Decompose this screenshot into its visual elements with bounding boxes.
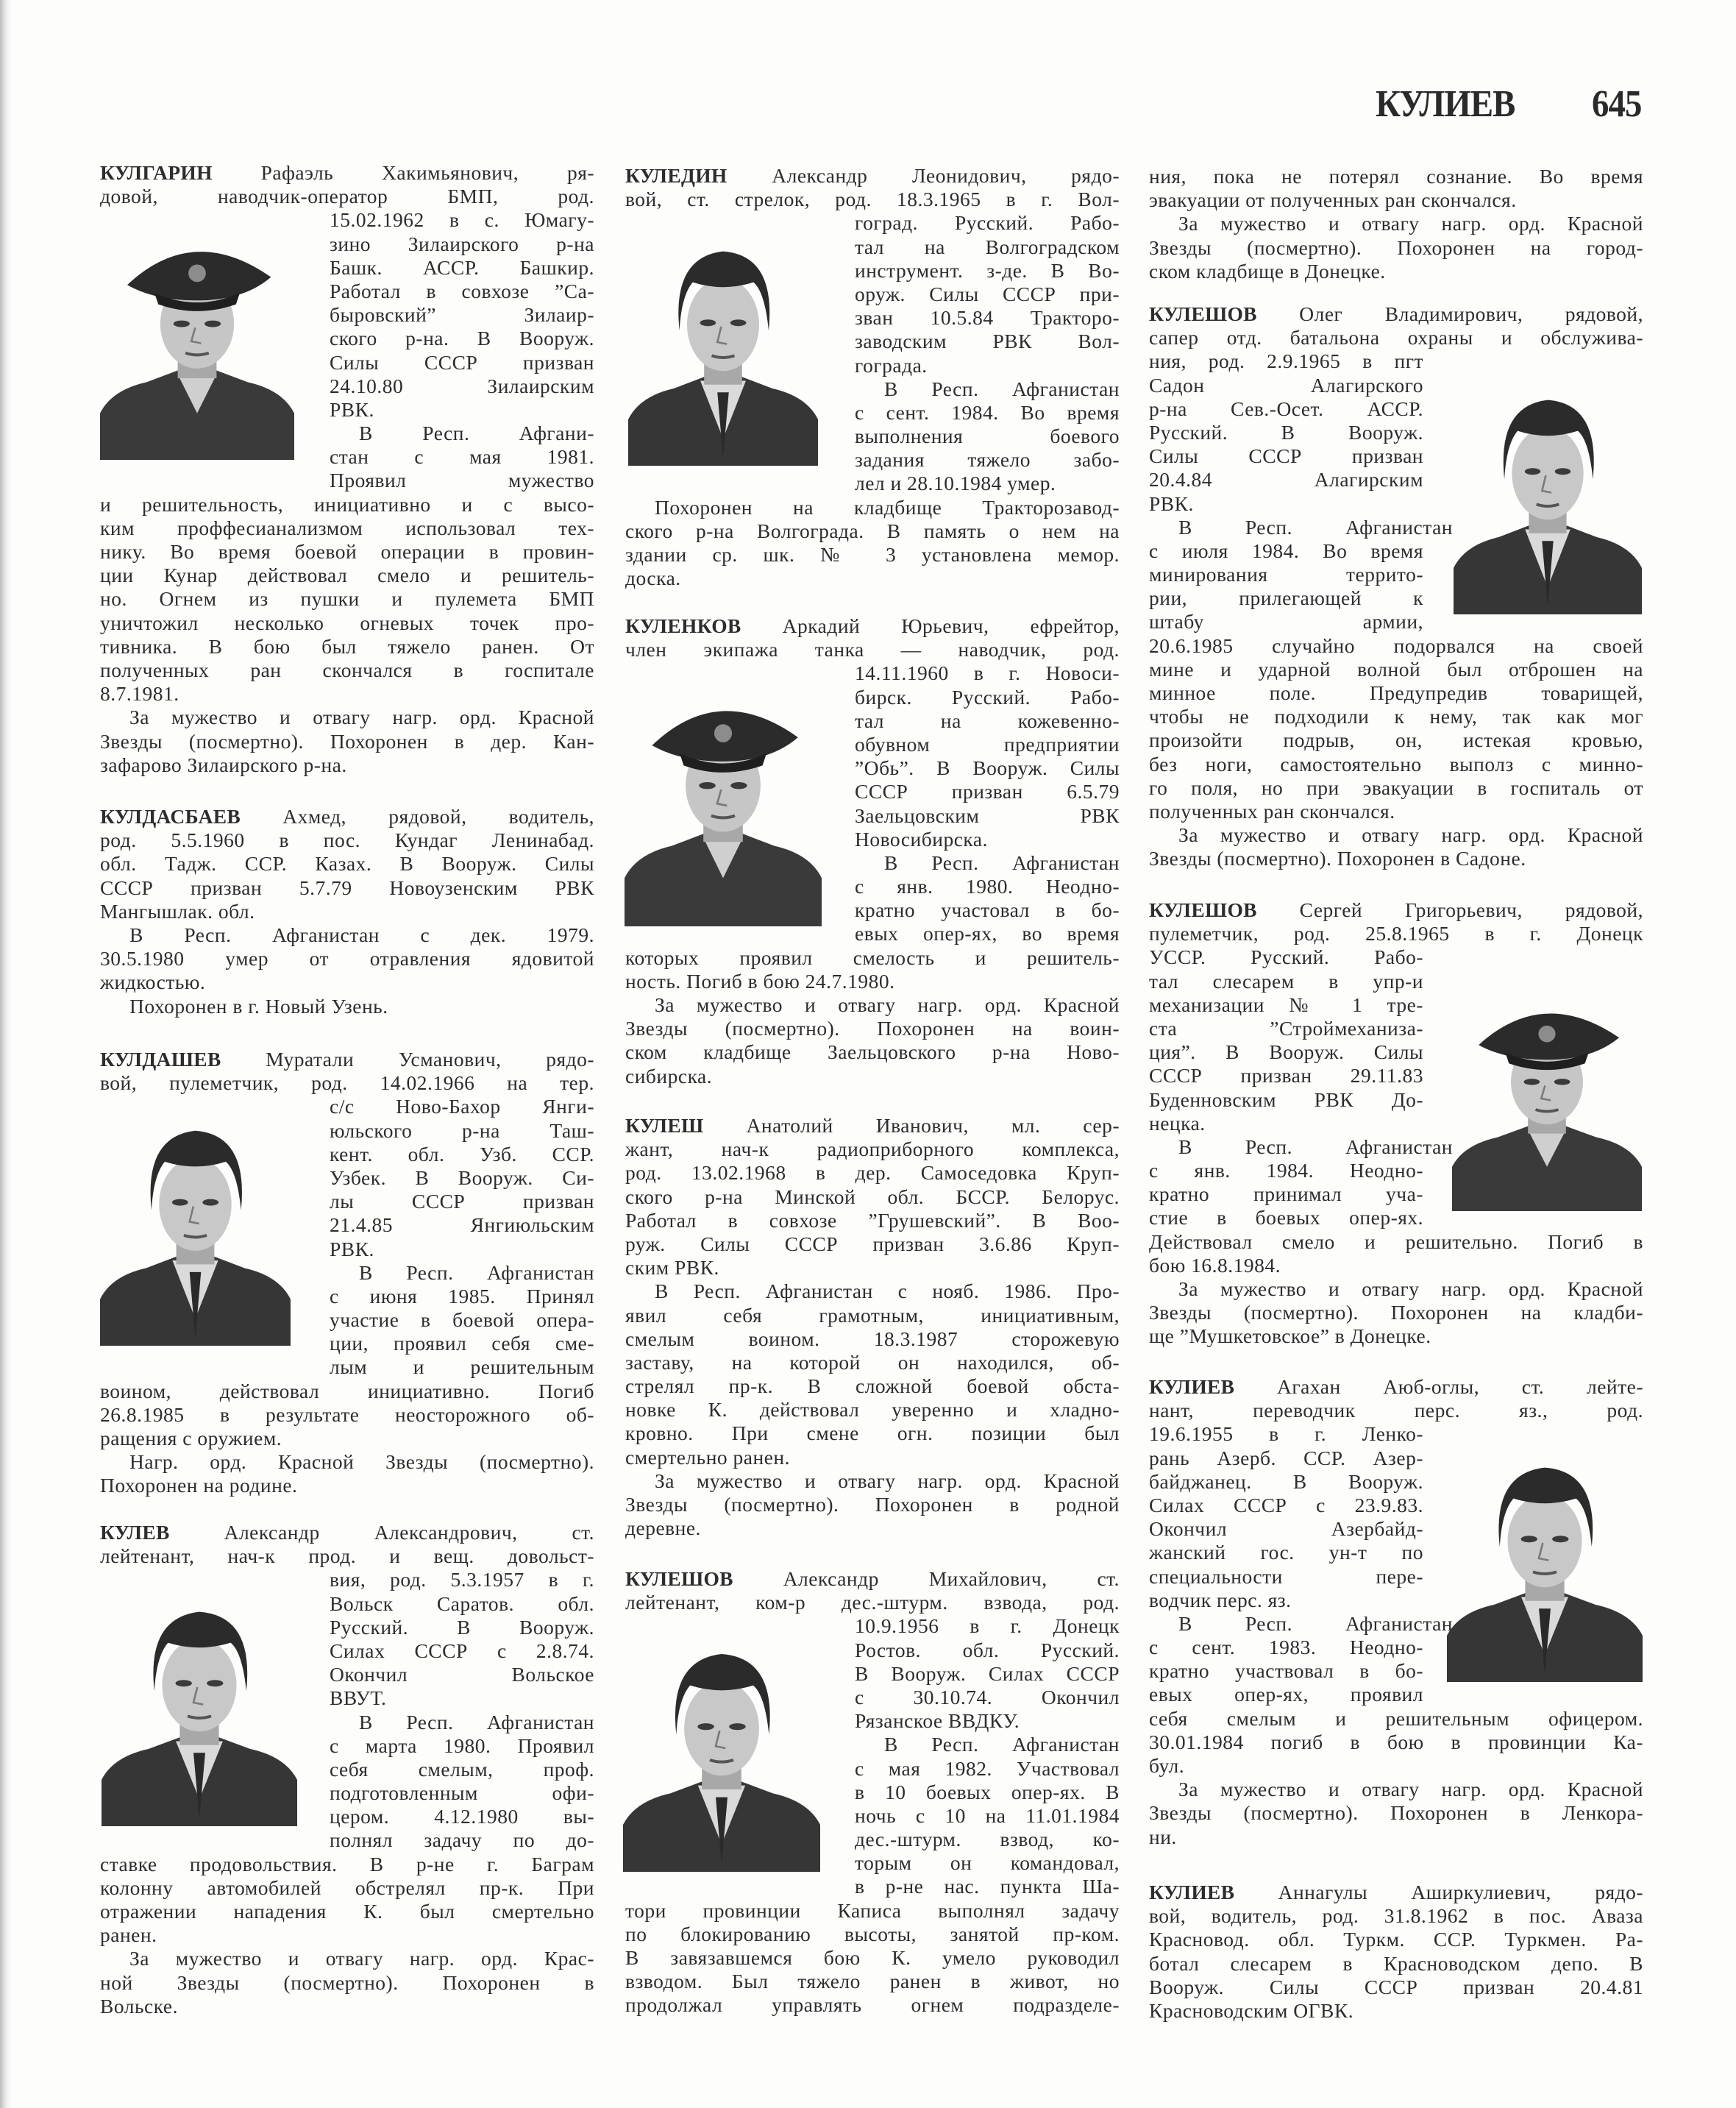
text-line: 19.6.1955 в г. Ленко- bbox=[1149, 1422, 1423, 1446]
portrait-photo bbox=[1454, 383, 1642, 614]
text-line: В Респ. Афганистан bbox=[1178, 1135, 1453, 1158]
text-line: эвакуации от полученных ран скончался. bbox=[1149, 188, 1517, 212]
text-line: без ноги, самостоятельно выполз с минно- bbox=[1149, 752, 1643, 776]
text-line: тал на кожевенно- bbox=[855, 709, 1120, 732]
text-line: себя смелым и решительным офицером. bbox=[1149, 1706, 1643, 1730]
text-line: Вольске. bbox=[100, 1994, 178, 2017]
text-line: Похоронен на кладбище Тракторозавод- bbox=[655, 495, 1120, 519]
text-line: ния, род. 2.9.1965 в пгт bbox=[1149, 349, 1423, 373]
text-line: Буденновским РВК До- bbox=[1149, 1087, 1423, 1111]
text-line: в р-не нас. пункта Ша- bbox=[855, 1875, 1120, 1898]
text-line bbox=[625, 614, 1120, 638]
text-line: Проявил мужество bbox=[330, 469, 594, 492]
text-line: род. 5.5.1960 в пос. Кундаг Ленинабад. bbox=[100, 828, 594, 852]
text-line: быровский” Зилаир- bbox=[330, 303, 594, 327]
entry-first-line-text: Агахан Аюб-оглы, ст. лейте- bbox=[1277, 1375, 1644, 1398]
entry-first-line-text: Анатолий Иванович, мл. сер- bbox=[746, 1114, 1120, 1137]
text-line: ция”. В Вооруж. Силы bbox=[1149, 1040, 1423, 1064]
text-line: За мужество и отвагу нагр. орд. Крас- bbox=[129, 1947, 594, 1970]
text-line bbox=[1149, 1375, 1643, 1399]
text-line: цером. 4.12.1980 вы- bbox=[330, 1805, 594, 1828]
text-line: ботал слесарем в Красноводском депо. В bbox=[1149, 1951, 1643, 1975]
page-gutter-shadow bbox=[0, 0, 12, 2108]
text-line: нант, переводчик перс. яз., род. bbox=[1149, 1399, 1643, 1422]
text-line: ной Звезды (посмертно). Похоронен в bbox=[100, 1970, 594, 1994]
text-line: 20.6.1985 случайно подорвался на своей bbox=[1149, 634, 1643, 657]
text-line: смелым воином. 18.3.1987 сторожевую bbox=[625, 1327, 1120, 1350]
text-line: зино Зилаирского р-на bbox=[330, 232, 594, 255]
text-line: В Респ. Афганистан bbox=[884, 851, 1120, 874]
text-line: продолжал управлять огнем подразделе- bbox=[625, 1993, 1120, 2017]
text-line: 8.7.1981. bbox=[100, 682, 179, 706]
text-line: с 30.10.74. Окончил bbox=[855, 1685, 1120, 1708]
text-line bbox=[625, 164, 1120, 188]
text-line: В Респ. Афганистан bbox=[359, 1260, 594, 1284]
text-line: вой, ст. стрелок, род. 18.3.1965 в г. Вол- bbox=[625, 188, 1120, 211]
text-line: 21.4.85 Янгиюльским bbox=[330, 1213, 594, 1237]
text-line bbox=[625, 1567, 1120, 1591]
text-line: ским РВК. bbox=[625, 1256, 719, 1280]
text-line: доска. bbox=[625, 567, 681, 590]
text-line: Башк. АССР. Башкир. bbox=[330, 255, 594, 279]
text-line: Красновод. обл. Туркм. ССР. Туркмен. Ра- bbox=[1149, 1928, 1643, 1951]
text-line: го поля, но при эвакуации в госпиталь от bbox=[1149, 776, 1643, 799]
text-line: В Респ. Афганистан bbox=[359, 1710, 594, 1733]
text-line: дес.-штурм. взвод, ко- bbox=[855, 1828, 1120, 1851]
text-line: минирования террито- bbox=[1149, 563, 1423, 586]
text-line: Похоронен на родине. bbox=[100, 1474, 298, 1497]
text-line: полученных ран скончался. bbox=[1149, 799, 1395, 823]
text-line: бирск. Русский. Рабо- bbox=[855, 685, 1120, 709]
text-line: В Респ. Афганистан bbox=[1178, 1611, 1453, 1635]
entry-surname: КУЛЕДИН bbox=[625, 164, 728, 187]
text-line: Работал в совхозе ”Са- bbox=[330, 279, 594, 302]
text-line: Звезды (посмертно). Похоронен на воин- bbox=[625, 1017, 1120, 1040]
text-line: нику. Во время боевой операции в провин- bbox=[100, 540, 594, 563]
text-line: произойти подрыв, он, истекая кровью, bbox=[1149, 728, 1643, 752]
text-line: задания тяжело забо- bbox=[855, 448, 1120, 472]
entry-first-line-text: Рафаэль Хакимьянович, ря- bbox=[260, 161, 595, 184]
text-line: За мужество и отвагу нагр. орд. Красной bbox=[1178, 1277, 1643, 1300]
text-line: лейтенант, нач-к прод. и вещ. довольст- bbox=[100, 1544, 594, 1568]
text-line: 14.11.1960 в г. Новоси- bbox=[855, 661, 1120, 685]
text-line: Работал в совхозе ”Грушевский”. В Воо- bbox=[625, 1208, 1120, 1232]
text-line: рии, прилегающей к bbox=[1149, 586, 1423, 610]
entry-surname: КУЛЕШОВ bbox=[625, 1567, 733, 1590]
text-line: жант, нач-к радиоприборного комплекса, bbox=[625, 1138, 1120, 1161]
text-line: стие в боевых опер-ях. bbox=[1149, 1206, 1423, 1229]
biography-entry bbox=[1149, 1881, 1643, 2023]
text-line: полнял задачу по до- bbox=[330, 1828, 594, 1852]
text-line: Садон Алагирского bbox=[1149, 373, 1423, 397]
text-line: Звезды (посмертно). Похоронен в дер. Кан- bbox=[100, 729, 594, 753]
text-line: ского р-на. В Вооруж. bbox=[330, 327, 594, 350]
text-line: ции, проявил себя сме- bbox=[330, 1332, 594, 1355]
text-line: СССР призван 5.7.79 Новоузенским РВК bbox=[100, 876, 594, 899]
text-line: Силах СССР с 23.9.83. bbox=[1149, 1493, 1423, 1516]
text-line: 26.8.1985 в результате неосторожного об- bbox=[100, 1402, 594, 1426]
text-line: здании ср. шк. № 3 установлена мемор. bbox=[625, 543, 1120, 566]
text-line: с июня 1985. Принял bbox=[330, 1284, 594, 1307]
entry-surname: КУЛДАСБАЕВ bbox=[100, 805, 241, 828]
text-line: водчик перс. яз. bbox=[1149, 1588, 1292, 1611]
text-line: сапер отд. батальона охраны и обслужива- bbox=[1149, 326, 1643, 349]
text-line: Похоронен в г. Новый Узень. bbox=[129, 994, 388, 1018]
text-line: член экипажа танка — наводчик, род. bbox=[625, 638, 1120, 661]
text-line: В Респ. Афганистан с нояб. 1986. Про- bbox=[655, 1280, 1120, 1303]
text-line: РВК. bbox=[330, 1237, 374, 1260]
text-line: воином, действовал инициативно. Погиб bbox=[100, 1379, 594, 1402]
text-line: байджанец. В Вооруж. bbox=[1149, 1469, 1423, 1493]
text-line: В Респ. Афганистан bbox=[1178, 515, 1453, 539]
entry-surname: КУЛЕШОВ bbox=[1149, 898, 1257, 921]
text-line: 15.02.1962 в с. Юмагу- bbox=[330, 208, 594, 232]
text-line: Узбек. В Вооруж. Си- bbox=[330, 1165, 594, 1189]
text-line: род. 13.02.1968 в дер. Самоседовка Круп- bbox=[625, 1161, 1120, 1185]
text-line: обувном предприятии bbox=[855, 732, 1120, 756]
text-line: В Респ. Афганистан bbox=[884, 1733, 1120, 1756]
portrait-photo bbox=[625, 685, 822, 926]
text-line: деревне. bbox=[625, 1516, 701, 1540]
text-line: с сент. 1984. Во время bbox=[855, 400, 1120, 424]
text-line: минное поле. Предупредив товарищей, bbox=[1149, 681, 1643, 704]
text-line: лейтенант, ком-р дес.-штурм. взвода, род. bbox=[625, 1591, 1120, 1614]
text-line: в 10 боевых опер-ях. В bbox=[855, 1780, 1120, 1803]
text-line: участие в боевой опера- bbox=[330, 1308, 594, 1332]
text-line: тивника. В бою был тяжело ранен. От bbox=[100, 634, 594, 658]
text-line: взводом. Был тяжело ранен в живот, но bbox=[625, 1970, 1120, 1993]
text-line: ще ”Мушкетовское” в Донецке. bbox=[1149, 1324, 1431, 1348]
portrait-photo bbox=[628, 234, 818, 466]
text-line: В Респ. Афгани- bbox=[359, 422, 594, 445]
text-line: бул. bbox=[1149, 1754, 1185, 1777]
text-line: отражении нападения К. был смертельно bbox=[100, 1900, 594, 1923]
text-line: лел и 28.10.1984 умер. bbox=[855, 472, 1056, 495]
text-line: с марта 1980. Проявил bbox=[330, 1733, 594, 1757]
text-line: гоград. Русский. Рабо- bbox=[855, 211, 1120, 235]
text-line: тал слесарем в упр-и bbox=[1149, 969, 1423, 993]
text-line: оруж. Силы СССР при- bbox=[855, 282, 1120, 305]
text-line bbox=[100, 1048, 594, 1071]
text-line: РВК. bbox=[330, 397, 374, 421]
text-line: СССР призван 6.5.79 bbox=[855, 780, 1120, 803]
text-line: евых опер-ях, во время bbox=[855, 922, 1120, 945]
text-line bbox=[100, 1521, 594, 1544]
text-line bbox=[1149, 302, 1643, 326]
text-line: с июля 1984. Во время bbox=[1149, 539, 1423, 562]
entry-first-line-text: Александр Александрович, ст. bbox=[224, 1521, 595, 1544]
text-line bbox=[100, 161, 594, 185]
text-line: жанский гос. ун-т по bbox=[1149, 1541, 1423, 1564]
text-line: Действовал смело и решительно. Погиб в bbox=[1149, 1229, 1643, 1253]
biography-entry bbox=[625, 1114, 1120, 1540]
text-line: ста ”Строймеханиза- bbox=[1149, 1016, 1423, 1040]
text-line: Звезды (посмертно). Похоронен в Ленкора- bbox=[1149, 1801, 1643, 1825]
text-line: Новосибирска. bbox=[855, 827, 988, 851]
running-head: КУЛИЕВ bbox=[1376, 83, 1515, 125]
text-line: чтобы не подходили к нему, так как мог bbox=[1149, 705, 1643, 728]
portrait-photo bbox=[1447, 1450, 1643, 1682]
entry-surname: КУЛЕШОВ bbox=[1149, 302, 1257, 325]
entry-surname: КУЛДАШЕВ bbox=[100, 1048, 221, 1071]
text-line: ким проффесианализмом использовал тех- bbox=[100, 516, 594, 539]
page-number: 645 bbox=[1592, 83, 1642, 125]
text-line bbox=[100, 805, 594, 828]
text-line: Звезды (посмертно). Похоронен на город- bbox=[1149, 235, 1643, 259]
text-line: с янв. 1980. Неодно- bbox=[855, 875, 1120, 898]
text-line: мине и ударной волной был отброшен на bbox=[1149, 657, 1643, 681]
text-line: явил себя грамотным, инициативным, bbox=[625, 1303, 1120, 1327]
text-line: 30.5.1980 умер от отравления ядовитой bbox=[100, 947, 594, 970]
text-line: Силы СССР призван bbox=[1149, 444, 1423, 468]
text-line: довой, наводчик-оператор БМП, род. bbox=[100, 185, 594, 208]
text-line bbox=[625, 1114, 1120, 1138]
text-line: себя смелым, проф. bbox=[330, 1757, 594, 1781]
text-line: лы СССР призван bbox=[330, 1190, 594, 1213]
text-line: колонну автомобилей обстрелял пр-к. При bbox=[100, 1875, 594, 1899]
text-line bbox=[1149, 1881, 1643, 1904]
text-line: руж. Силы СССР призван 3.6.86 Круп- bbox=[625, 1232, 1120, 1255]
text-line: За мужество и отвагу нагр. орд. Красной bbox=[1178, 1778, 1643, 1801]
text-line: Нагр. орд. Красной Звезды (посмертно). bbox=[129, 1450, 594, 1474]
text-line: уничтожил несколько огневых точек про- bbox=[100, 611, 594, 634]
text-line: ”Обь”. В Вооруж. Силы bbox=[855, 756, 1120, 780]
text-line: штабу армии, bbox=[1149, 610, 1423, 634]
text-line: стрелял пр-к. В сложной боевой обста- bbox=[625, 1374, 1120, 1398]
entry-surname: КУЛЕНКОВ bbox=[625, 614, 741, 637]
text-line: ского р-на Волгограда. В память о нем на bbox=[625, 519, 1120, 542]
text-line: жидкостью. bbox=[100, 970, 206, 994]
text-line: Русский. В Вооруж. bbox=[1149, 420, 1423, 444]
text-line: с янв. 1984. Неодно- bbox=[1149, 1159, 1423, 1182]
text-line: специальности пере- bbox=[1149, 1564, 1423, 1588]
text-line: кент. обл. Узб. ССР. bbox=[330, 1142, 594, 1165]
text-line: механизации № 1 тре- bbox=[1149, 993, 1423, 1016]
text-line: За мужество и отвагу нагр. орд. Красной bbox=[655, 1469, 1120, 1492]
text-line: СССР призван 29.11.83 bbox=[1149, 1064, 1423, 1087]
text-line: кратно участвовал в бо- bbox=[1149, 1659, 1423, 1683]
text-line: евых опер-ях, проявил bbox=[1149, 1683, 1423, 1706]
text-line: кратно принимал уча- bbox=[1149, 1182, 1423, 1206]
text-line: сибирска. bbox=[625, 1064, 713, 1087]
text-line: ского р-на Минской обл. БССР. Белорус. bbox=[625, 1185, 1120, 1208]
text-line: 20.4.84 Алагирским bbox=[1149, 468, 1423, 491]
text-line: В Респ. Афганистан с дек. 1979. bbox=[129, 923, 594, 946]
entry-surname: КУЛЕВ bbox=[100, 1521, 170, 1544]
text-line: с мая 1982. Участвовал bbox=[855, 1756, 1120, 1780]
entry-surname: КУЛИЕВ bbox=[1149, 1881, 1235, 1903]
text-line: кровно. При смене огн. позиции был bbox=[625, 1422, 1120, 1445]
text-line: УССР. Русский. Рабо- bbox=[1149, 945, 1423, 969]
text-line: В завязавшемся бою К. умело руководил bbox=[625, 1946, 1120, 1969]
text-line: Окончил Вольское bbox=[330, 1663, 594, 1686]
text-line: Звезды (посмертно). Похоронен в родной bbox=[625, 1493, 1120, 1516]
entry-first-line-text: Александр Михайлович, ст. bbox=[783, 1567, 1120, 1590]
text-line: ность. Погиб в бою 24.7.1980. bbox=[625, 969, 895, 993]
portrait-photo bbox=[623, 1636, 820, 1872]
text-line: р-на Сев.-Осет. АССР. bbox=[1149, 397, 1423, 420]
text-line: Русский. В Вооруж. bbox=[330, 1615, 594, 1639]
text-line: зафарово Зилаирского р-на. bbox=[100, 753, 347, 776]
text-line: ции Кунар действовал смело и решитель- bbox=[100, 564, 594, 587]
text-line: торым он командовал, bbox=[855, 1851, 1120, 1875]
text-line: За мужество и отвагу нагр. орд. Красной bbox=[655, 993, 1120, 1016]
entry-first-line-text: Сергей Григорьевич, рядовой, bbox=[1299, 898, 1644, 921]
text-line: заставу, на которой он находился, об- bbox=[625, 1350, 1120, 1374]
text-line bbox=[1149, 898, 1643, 922]
text-line: Заельцовским РВК bbox=[855, 803, 1120, 827]
text-line: ращения с оружием. bbox=[100, 1427, 282, 1449]
text-line: Ростов. обл. Русский. bbox=[855, 1638, 1120, 1661]
text-line: смертельно ранен. bbox=[625, 1445, 791, 1469]
text-line: и решительность, инициативно и с высо- bbox=[100, 492, 594, 516]
text-line: юльского р-на Таш- bbox=[330, 1118, 594, 1142]
portrait-photo bbox=[100, 1113, 291, 1346]
entry-first-line-text: Александр Леонидович, рядо- bbox=[772, 164, 1120, 187]
entry-first-line-text: Олег Владимирович, рядовой, bbox=[1299, 302, 1644, 325]
text-line: Силах СССР с 2.8.74. bbox=[330, 1639, 594, 1662]
text-line: лым и решительным bbox=[330, 1355, 594, 1379]
entry-surname: КУЛГАРИН bbox=[100, 161, 213, 184]
text-line: Красноводским ОГВК. bbox=[1149, 1998, 1354, 2022]
text-line: За мужество и отвагу нагр. орд. Красной bbox=[129, 706, 594, 729]
text-line: 24.10.80 Зилаирским bbox=[330, 374, 594, 397]
text-line: с/с Ново-Бахор Янги- bbox=[330, 1095, 594, 1118]
text-line: За мужество и отвагу нагр. орд. Красной bbox=[1178, 212, 1643, 235]
text-line: полученных ран скончался в госпитале bbox=[100, 658, 594, 681]
entry-first-line-text: Муратали Усманович, рядо- bbox=[266, 1048, 595, 1071]
text-line: В Респ. Афганистан bbox=[884, 377, 1120, 400]
text-line: Силы СССР призван bbox=[330, 350, 594, 374]
text-line: кратно участовал в бо- bbox=[855, 898, 1120, 922]
text-line: по блокированию высоты, занятой пр-ком. bbox=[625, 1922, 1120, 1945]
text-line: 30.01.1984 погиб в бою в провинции Ка- bbox=[1149, 1730, 1643, 1753]
text-line: рань Азерб. ССР. Азер- bbox=[1149, 1446, 1423, 1469]
text-line: 10.9.1956 в г. Донецк bbox=[855, 1614, 1120, 1638]
text-line: Окончил Азербайд- bbox=[1149, 1517, 1423, 1541]
text-line: РВК. bbox=[1149, 491, 1194, 515]
text-line: заводским РВК Вол- bbox=[855, 330, 1120, 353]
text-line: выполнения боевого bbox=[855, 425, 1120, 448]
text-line: Рязанское ВВДКУ. bbox=[855, 1709, 1020, 1733]
portrait-photo bbox=[1452, 990, 1642, 1211]
text-line: тори провинции Каписа выполнял задачу bbox=[625, 1898, 1120, 1922]
text-line: ночь с 10 на 11.01.1984 bbox=[855, 1803, 1120, 1827]
entry-first-line-text: Ахмед, рядовой, водитель, bbox=[282, 805, 595, 828]
text-line: Звезды (посмертно). Похоронен на кладби- bbox=[1149, 1301, 1643, 1324]
text-line: которых проявил смелость и решитель- bbox=[625, 945, 1120, 969]
entry-first-line-text: Аркадий Юрьевич, ефрейтор, bbox=[782, 614, 1120, 637]
text-line: Вооруж. Силы СССР призван 20.4.81 bbox=[1149, 1975, 1643, 1998]
text-line: зван 10.5.84 Тракторо- bbox=[855, 306, 1120, 330]
text-line: Мангышлак. обл. bbox=[100, 899, 255, 923]
text-line: но. Огнем из пушки и пулемета БМП bbox=[100, 587, 594, 611]
text-line: обл. Тадж. ССР. Казах. В Вооруж. Силы bbox=[100, 852, 594, 876]
text-line: Вольск Саратов. обл. bbox=[330, 1591, 594, 1615]
portrait-photo bbox=[100, 227, 294, 460]
text-line: ВВУТ. bbox=[330, 1686, 387, 1710]
entry-surname: КУЛИЕВ bbox=[1149, 1375, 1235, 1398]
entry-surname: КУЛЕШ bbox=[625, 1114, 704, 1137]
text-line: В Вооруж. Силах СССР bbox=[855, 1661, 1120, 1685]
text-line: ния, пока не потерял сознание. Во время bbox=[1149, 165, 1643, 188]
text-line: вой, водитель, род. 31.8.1962 в пос. Аваза bbox=[1149, 1904, 1643, 1928]
text-line: ском кладбище Заельцовского р-на Ново- bbox=[625, 1040, 1120, 1064]
biography-entry bbox=[100, 805, 594, 1018]
text-line: ранен. bbox=[100, 1923, 157, 1947]
text-line: тал на Волгоградском bbox=[855, 235, 1120, 258]
text-line: гограда. bbox=[855, 353, 928, 377]
text-line: подготовленным офи- bbox=[330, 1781, 594, 1805]
text-line: инструмент. з-де. В Во- bbox=[855, 258, 1120, 282]
text-line: стан с мая 1981. bbox=[330, 445, 594, 469]
text-line: вия, род. 5.3.1957 в г. bbox=[330, 1568, 594, 1591]
text-line: ставке продовольствия. В р-не г. Баграм bbox=[100, 1852, 594, 1875]
biography-entry-continuation bbox=[1149, 165, 1643, 283]
text-line: ском кладбище в Донецке. bbox=[1149, 259, 1386, 283]
text-line: бою 16.8.1984. bbox=[1149, 1253, 1281, 1277]
text-line: новке К. действовал уверенно и хладно- bbox=[625, 1398, 1120, 1422]
text-line: За мужество и отвагу нагр. орд. Красной bbox=[1178, 823, 1643, 847]
text-line: вой, пулеметчик, род. 14.02.1966 на тер. bbox=[100, 1071, 594, 1095]
text-line: ни. bbox=[1149, 1825, 1177, 1848]
portrait-photo bbox=[102, 1594, 297, 1826]
text-line: с сент. 1983. Неодно- bbox=[1149, 1636, 1423, 1659]
text-line: нецка. bbox=[1149, 1111, 1206, 1135]
text-line: пулеметчик, род. 25.8.1965 в г. Донецк bbox=[1149, 922, 1643, 945]
text-line: Звезды (посмертно). Похоронен в Садоне. bbox=[1149, 847, 1526, 870]
entry-first-line-text: Аннагулы Аширкулиевич, рядо- bbox=[1278, 1881, 1643, 1903]
